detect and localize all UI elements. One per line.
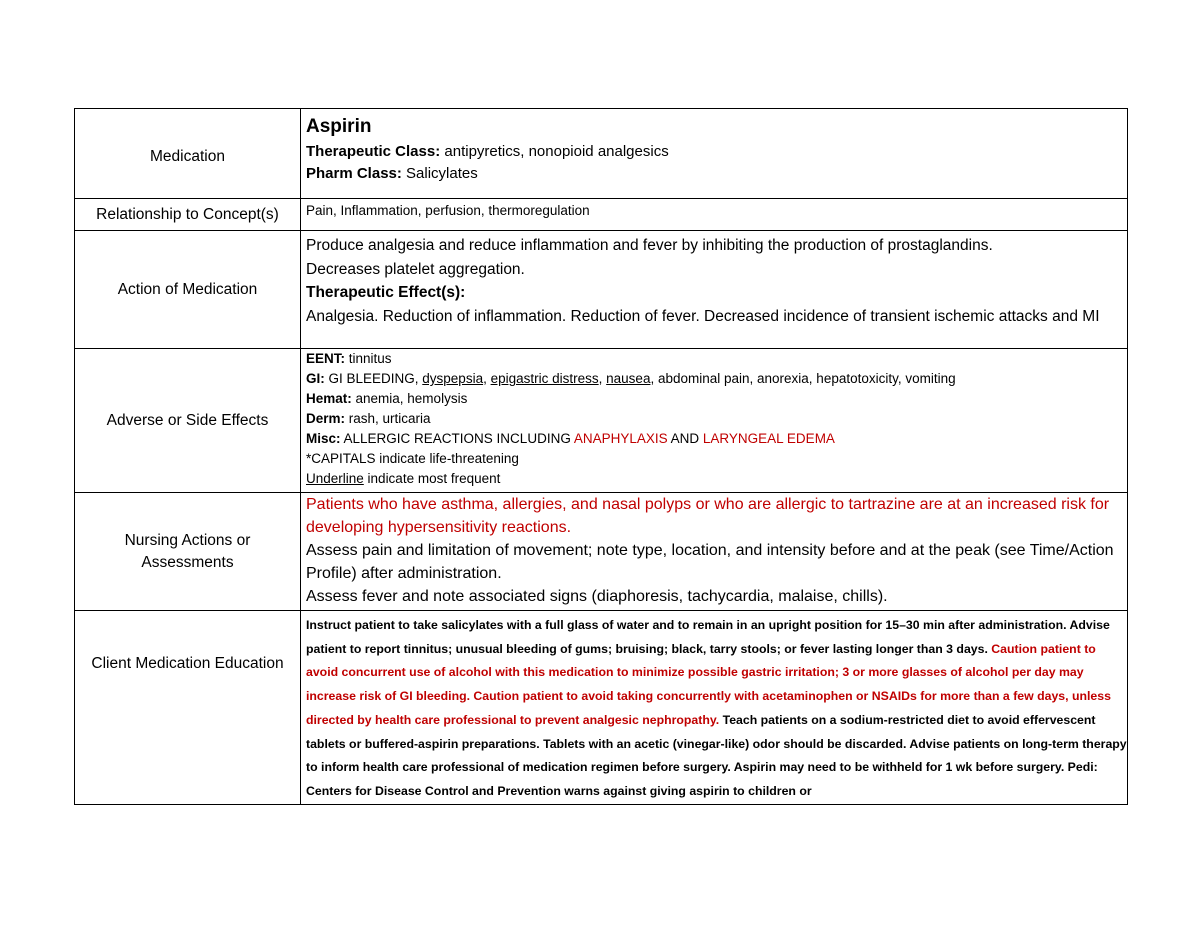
action-label: Action of Medication <box>75 231 301 349</box>
relationship-label: Relationship to Concept(s) <box>75 199 301 231</box>
adverse-derm <box>306 409 1127 429</box>
gi-text-b: , abdominal pain, anorexia, hepatotoxicity, vomiting <box>650 371 956 386</box>
gi-epigastric: epigastric distress <box>490 371 599 386</box>
gi-sep2: , <box>598 371 607 386</box>
eent-label: EENT: <box>306 351 346 366</box>
adverse-eent <box>306 349 1127 369</box>
gi-label: GI: <box>306 371 325 386</box>
medication-label-cell <box>75 109 301 199</box>
adverse-note-capitals: *CAPITALS indicate life-threatening <box>306 451 519 466</box>
pharm-class-label: Pharm Class: <box>306 165 402 182</box>
misc-label: Misc: <box>306 431 341 446</box>
relationship-value: Pain, Inflammation, perfusion, thermoregulation <box>306 203 590 218</box>
row-education <box>75 611 1128 805</box>
medication-value-cell <box>301 109 1128 199</box>
education-text1: Instruct patient to take salicylates with a full glass of water and to remain in an upright position for 15–30 min after administration. Advise patient to report tinnitus; unusual bleeding of gums; bruising; black, tarry stools; or fever lasting longer than 3 days. <box>306 618 1110 656</box>
action-line2: Decreases platelet aggregation. <box>306 260 525 278</box>
pharm-class <box>306 163 1127 185</box>
adverse-note-underline <box>306 469 1127 489</box>
hemat-value: anemia, hemolysis <box>351 391 468 406</box>
misc-laryngeal-edema: LARYNGEAL EDEMA <box>702 431 835 446</box>
misc-text-a: ALLERGIC REACTIONS INCLUDING <box>340 431 574 446</box>
therapeutic-class-label: Therapeutic Class: <box>306 143 441 160</box>
derm-value: rash, urticaria <box>345 411 431 426</box>
education-text2: Teach patients on a sodium-restricted diet to avoid effervescent tablets or buffered-aspirin preparations. Tablets with an acetic (vinegar-like) odor should be discarded. Advise patients on long-term therapy to inform health care professional of medication regimen before surgery. Aspirin may need to be withheld for 1 wk before surgery. Pedi: Centers for Disease Control and Prevention warns against giving aspirin to children or <box>306 712 1127 798</box>
note-underline-text: indicate most frequent <box>363 471 501 486</box>
note-underline-word: Underline <box>306 471 364 486</box>
row-medication <box>75 109 1128 199</box>
gi-dyspepsia: dyspepsia <box>422 371 484 386</box>
adverse-gi <box>306 369 1127 389</box>
pharm-class-value: Salicylates <box>401 165 478 182</box>
education-text <box>306 611 1127 804</box>
therapeutic-effect-text: Analgesia. Reduction of inflammation. Reduction of fever. Decreased incidence of transient ischemic attacks and MI <box>306 307 1100 325</box>
nursing-label-cell <box>75 493 301 611</box>
education-red-text: Caution patient to avoid concurrent use of alcohol with this medication to minimize possible gastric irritation; 3 or more glasses of alcohol per day may increase risk of GI bleeding. Caution patient to avoid taking concurrently with acetaminophen or NSAIDs for more than a few days, unless directed by health care professional to prevent analgesic nephropathy. <box>306 641 1111 727</box>
medication-name: Aspirin <box>306 116 372 137</box>
education-label-cell <box>75 611 301 805</box>
therapeutic-class <box>306 141 1127 163</box>
nursing-label: Nursing Actions or Assessments <box>124 531 251 571</box>
eent-value: tinnitus <box>345 351 392 366</box>
therapeutic-class-value: antipyretics, nonopioid analgesics <box>440 143 669 160</box>
therapeutic-effect-label: Therapeutic Effect(s): <box>306 284 466 301</box>
misc-and: AND <box>667 431 703 446</box>
adverse-value-cell <box>301 349 1128 493</box>
adverse-label: Adverse or Side Effects <box>75 349 301 493</box>
row-nursing <box>75 493 1128 611</box>
relationship-value-cell <box>301 199 1128 231</box>
adverse-misc <box>306 429 1127 449</box>
nursing-value-cell <box>301 493 1128 611</box>
medication-label: Medication <box>150 147 225 165</box>
nursing-assess-fever: Assess fever and note associated signs (diaphoresis, tachycardia, malaise, chills). <box>306 588 888 605</box>
nursing-assess-pain: Assess pain and limitation of movement; note type, location, and intensity before and at the peak (see Time/Action Profile) after administration. <box>306 542 1114 582</box>
gi-sep1: , <box>483 371 491 386</box>
row-relationship <box>75 199 1128 231</box>
gi-nausea: nausea <box>606 371 651 386</box>
nursing-red-text: Patients who have asthma, allergies, and nasal polyps or who are allergic to tartrazine are at an increased risk for developing hypersensitivity reactions. <box>306 496 1110 536</box>
education-label: Client Medication Education <box>91 655 284 672</box>
gi-text-a: GI BLEEDING, <box>324 371 423 386</box>
medication-table <box>74 108 1128 805</box>
adverse-hemat <box>306 389 1127 409</box>
row-action <box>75 231 1128 349</box>
derm-label: Derm: <box>306 411 346 426</box>
action-line1: Produce analgesia and reduce inflammation and fever by inhibiting the production of prostaglandins. <box>306 237 993 254</box>
education-value-cell <box>301 611 1128 805</box>
misc-anaphylaxis: ANAPHYLAXIS <box>573 431 668 446</box>
row-adverse <box>75 349 1128 493</box>
hemat-label: Hemat: <box>306 391 352 406</box>
action-value-cell <box>301 231 1128 349</box>
